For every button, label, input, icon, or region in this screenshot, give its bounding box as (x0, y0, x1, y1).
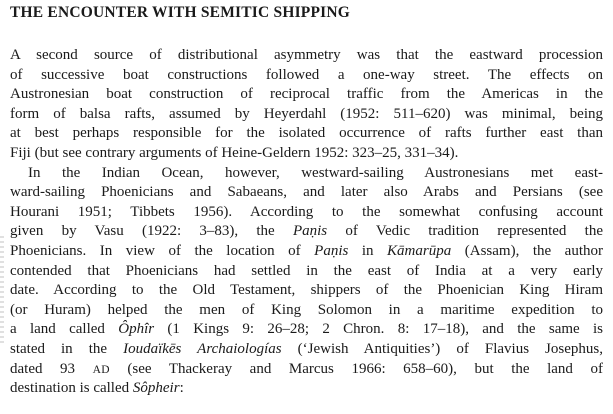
text-line (10, 45, 603, 65)
text-line (10, 104, 603, 124)
text-run: at best perhaps responsible for the isolated occurrence of rafts further east than (10, 125, 603, 142)
small-caps-era: AD (92, 363, 110, 376)
text-run: ward-sailing Phoenicians and Sabaeans, and later also Arabs and Persians (see (10, 184, 603, 201)
text-run: destination is called (10, 380, 133, 397)
italic-term: Ôphîr (118, 321, 155, 338)
text-run: (Assam), the author (451, 243, 604, 259)
italic-term: Paṇis (292, 223, 328, 240)
italic-term: Sôpheir (132, 380, 180, 397)
italic-term: Ioudaïkēs Archaiologías (123, 341, 282, 357)
text-run: in (348, 243, 388, 259)
text-line (10, 241, 603, 261)
section-heading: THE ENCOUNTER WITH SEMITIC SHIPPING (10, 4, 351, 21)
text-run: : (179, 380, 184, 397)
text-run: (or Huram) helped the men of King Solomon in a maritime expedition to (10, 301, 603, 318)
text-run: contended that Phoenicians had settled in the east of India at a very early (10, 262, 603, 279)
text-line (10, 319, 603, 339)
italic-term: Paṇis (314, 243, 349, 259)
italic-term: Kāmarūpa (387, 243, 452, 259)
text-run: Phoenicians. In view of the location of (10, 243, 315, 259)
text-line (10, 65, 603, 85)
scan-margin-mark (0, 236, 4, 346)
text-line (10, 280, 603, 300)
text-line (28, 163, 603, 183)
text-line (10, 182, 603, 202)
text-run: given by Vasu (1922: 3–83), the (10, 223, 293, 240)
text-run: In the Indian Ocean, however, westward-sailing Austronesians met east- (28, 164, 603, 181)
text-run: form of balsa rafts, assumed by Heyerdahl (1952: 511–620) was minimal, being (10, 105, 603, 122)
text-line (10, 84, 603, 104)
text-line (10, 300, 603, 320)
text-run: stated in the (10, 341, 124, 357)
text-line (10, 123, 603, 143)
text-run: a land called (10, 321, 119, 338)
text-line (10, 378, 184, 398)
text-line (10, 359, 603, 379)
text-run: Fiji (but see contrary arguments of Heine-Geldern 1952: 323–25, 331–34). (10, 145, 459, 161)
text-run: A second source of distributional asymmetry was that the eastward procession (10, 47, 603, 63)
text-run: dated 93 (10, 360, 93, 377)
text-line (10, 143, 458, 163)
text-line (10, 261, 603, 281)
text-line (10, 221, 603, 241)
text-run: (1 Kings 9: 26–28; 2 Chron. 8: 17–18), and the same is (154, 321, 604, 338)
text-run: of Vedic tradition represented the (327, 223, 603, 240)
text-run: Hourani 1951; Tibbets 1956). According to the somewhat confusing account (10, 203, 603, 220)
text-line (10, 202, 603, 222)
text-line (10, 339, 603, 359)
text-run: (see Thackeray and Marcus 1966: 658–60), but the land of (109, 360, 603, 377)
text-run: Austronesian boat construction of reciprocal traffic from the Americas in the (10, 86, 603, 103)
text-run: date. According to the Old Testament, shippers of the Phoenician King Hiram (10, 282, 603, 299)
text-run: of successive boat constructions followed a one-way street. The effects on (10, 66, 603, 83)
text-run: (‘Jewish Antiquities’) of Flavius Josephus, (281, 341, 603, 357)
